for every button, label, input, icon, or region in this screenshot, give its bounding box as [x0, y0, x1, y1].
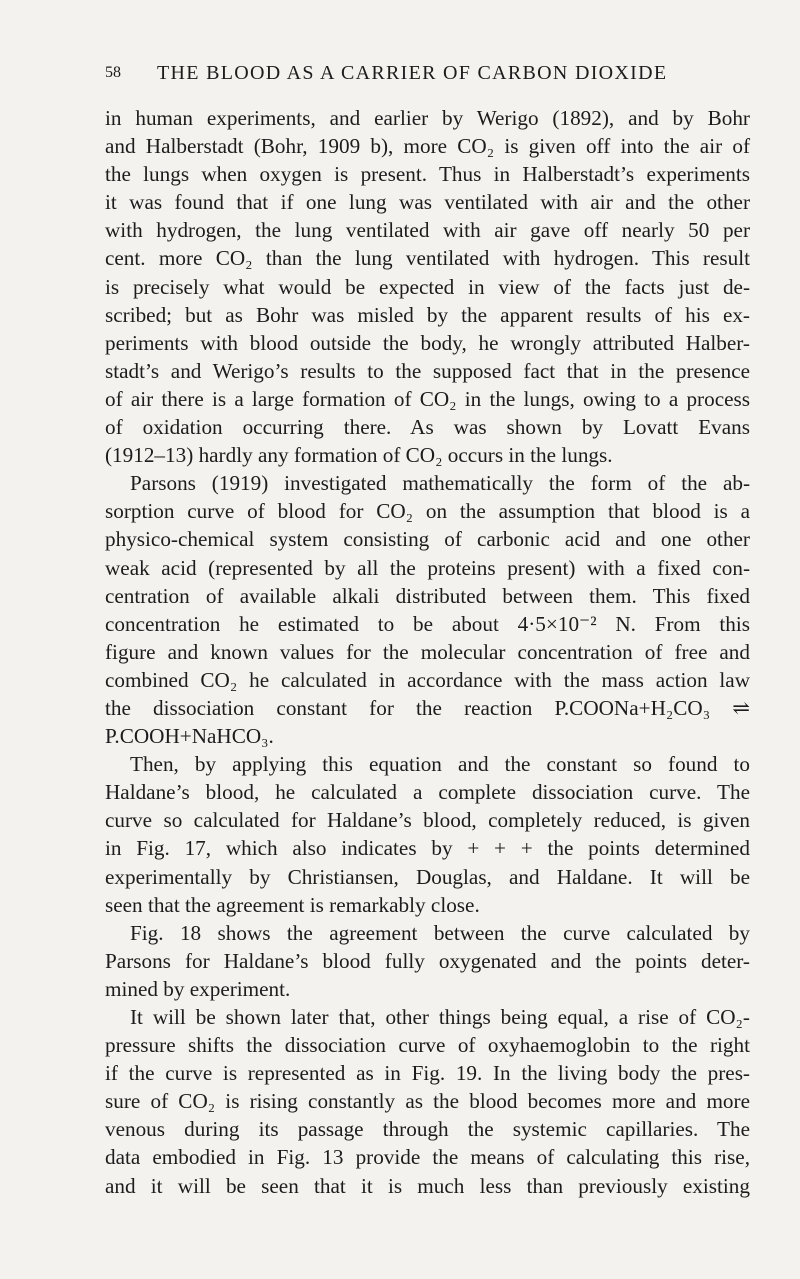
text-line: periments with blood outside the body, he wrongly attributed Halber-: [105, 330, 750, 355]
text-line: and Halberstadt (Bohr, 1909 b), more CO₂ is given off into the air of: [105, 134, 750, 159]
text-line: the dissociation constant for the reaction P.COONa+H₂CO₃ ⇌: [105, 695, 750, 720]
text-line: the lungs when oxygen is present. Thus in Halberstadt’s experiments: [105, 162, 750, 187]
text-line: Haldane’s blood, he calculated a complete dissociation curve. The: [105, 780, 750, 805]
text-line: Fig. 18 shows the agreement between the curve calculated by: [130, 920, 750, 945]
running-head: [105, 62, 745, 92]
text-line: and it will be seen that it is much less than previously existing: [105, 1173, 750, 1198]
text-line: P.COOH+NaHCO₃.: [105, 724, 274, 749]
text-line: physico-chemical system consisting of carbonic acid and one other: [105, 527, 750, 552]
running-title: THE BLOOD AS A CARRIER OF CARBON DIOXIDE: [157, 62, 668, 84]
page-number: 58: [105, 64, 121, 81]
text-line: data embodied in Fig. 13 provide the means of calculating this rise,: [105, 1145, 750, 1170]
text-line: seen that the agreement is remarkably close.: [105, 892, 480, 917]
text-line: of oxidation occurring there. As was shown by Lovatt Evans: [105, 415, 750, 440]
text-line: (1912–13) hardly any formation of CO₂ occurs in the lungs.: [105, 443, 613, 468]
text-line: pressure shifts the dissociation curve of oxyhaemoglobin to the right: [105, 1033, 750, 1058]
text-line: mined by experiment.: [105, 976, 291, 1001]
text-line: stadt’s and Werigo’s results to the supposed fact that in the presence: [105, 358, 750, 383]
text-line: cent. more CO₂ than the lung ventilated with hydrogen. This result: [105, 246, 750, 271]
text-line: Parsons for Haldane’s blood fully oxygenated and the points deter-: [105, 948, 750, 973]
text-line: in Fig. 17, which also indicates by + + + the points determined: [105, 836, 750, 861]
text-line: of air there is a large formation of CO₂ in the lungs, owing to a process: [105, 386, 750, 411]
text-line: in human experiments, and earlier by Werigo (1892), and by Bohr: [105, 106, 750, 130]
text-line: Parsons (1919) investigated mathematically the form of the ab-: [130, 471, 750, 496]
text-line: It will be shown later that, other things being equal, a rise of CO₂-: [130, 1005, 750, 1029]
text-line: concentration he estimated to be about 4·5×10⁻² N. From this: [105, 611, 750, 636]
text-line: scribed; but as Bohr was misled by the apparent results of his ex-: [105, 302, 750, 327]
text-line: it was found that if one lung was ventilated with air and the other: [105, 190, 750, 215]
text-line: sure of CO₂ is rising constantly as the blood becomes more and more: [105, 1089, 750, 1114]
text-line: venous during its passage through the systemic capillaries. The: [105, 1117, 750, 1142]
text-line: curve so calculated for Haldane’s blood, completely reduced, is given: [105, 808, 750, 833]
text-line: centration of available alkali distributed between them. This fixed: [105, 583, 750, 608]
text-line: experimentally by Christiansen, Douglas, and Haldane. It will be: [105, 864, 750, 889]
text-line: if the curve is represented as in Fig. 19. In the living body the pres-: [105, 1061, 750, 1086]
text-line: is precisely what would be expected in view of the facts just de-: [105, 274, 750, 299]
text-line: Then, by applying this equation and the constant so found to: [130, 752, 750, 777]
text-line: with hydrogen, the lung ventilated with air gave off nearly 50 per: [105, 218, 750, 243]
text-line: sorption curve of blood for CO₂ on the assumption that blood is a: [105, 499, 750, 524]
text-line: weak acid (represented by all the proteins present) with a fixed con-: [105, 555, 750, 580]
text-line: combined CO₂ he calculated in accordance with the mass action law: [105, 667, 750, 692]
body-text: [105, 104, 750, 1200]
text-line: figure and known values for the molecular concentration of free and: [105, 639, 750, 664]
